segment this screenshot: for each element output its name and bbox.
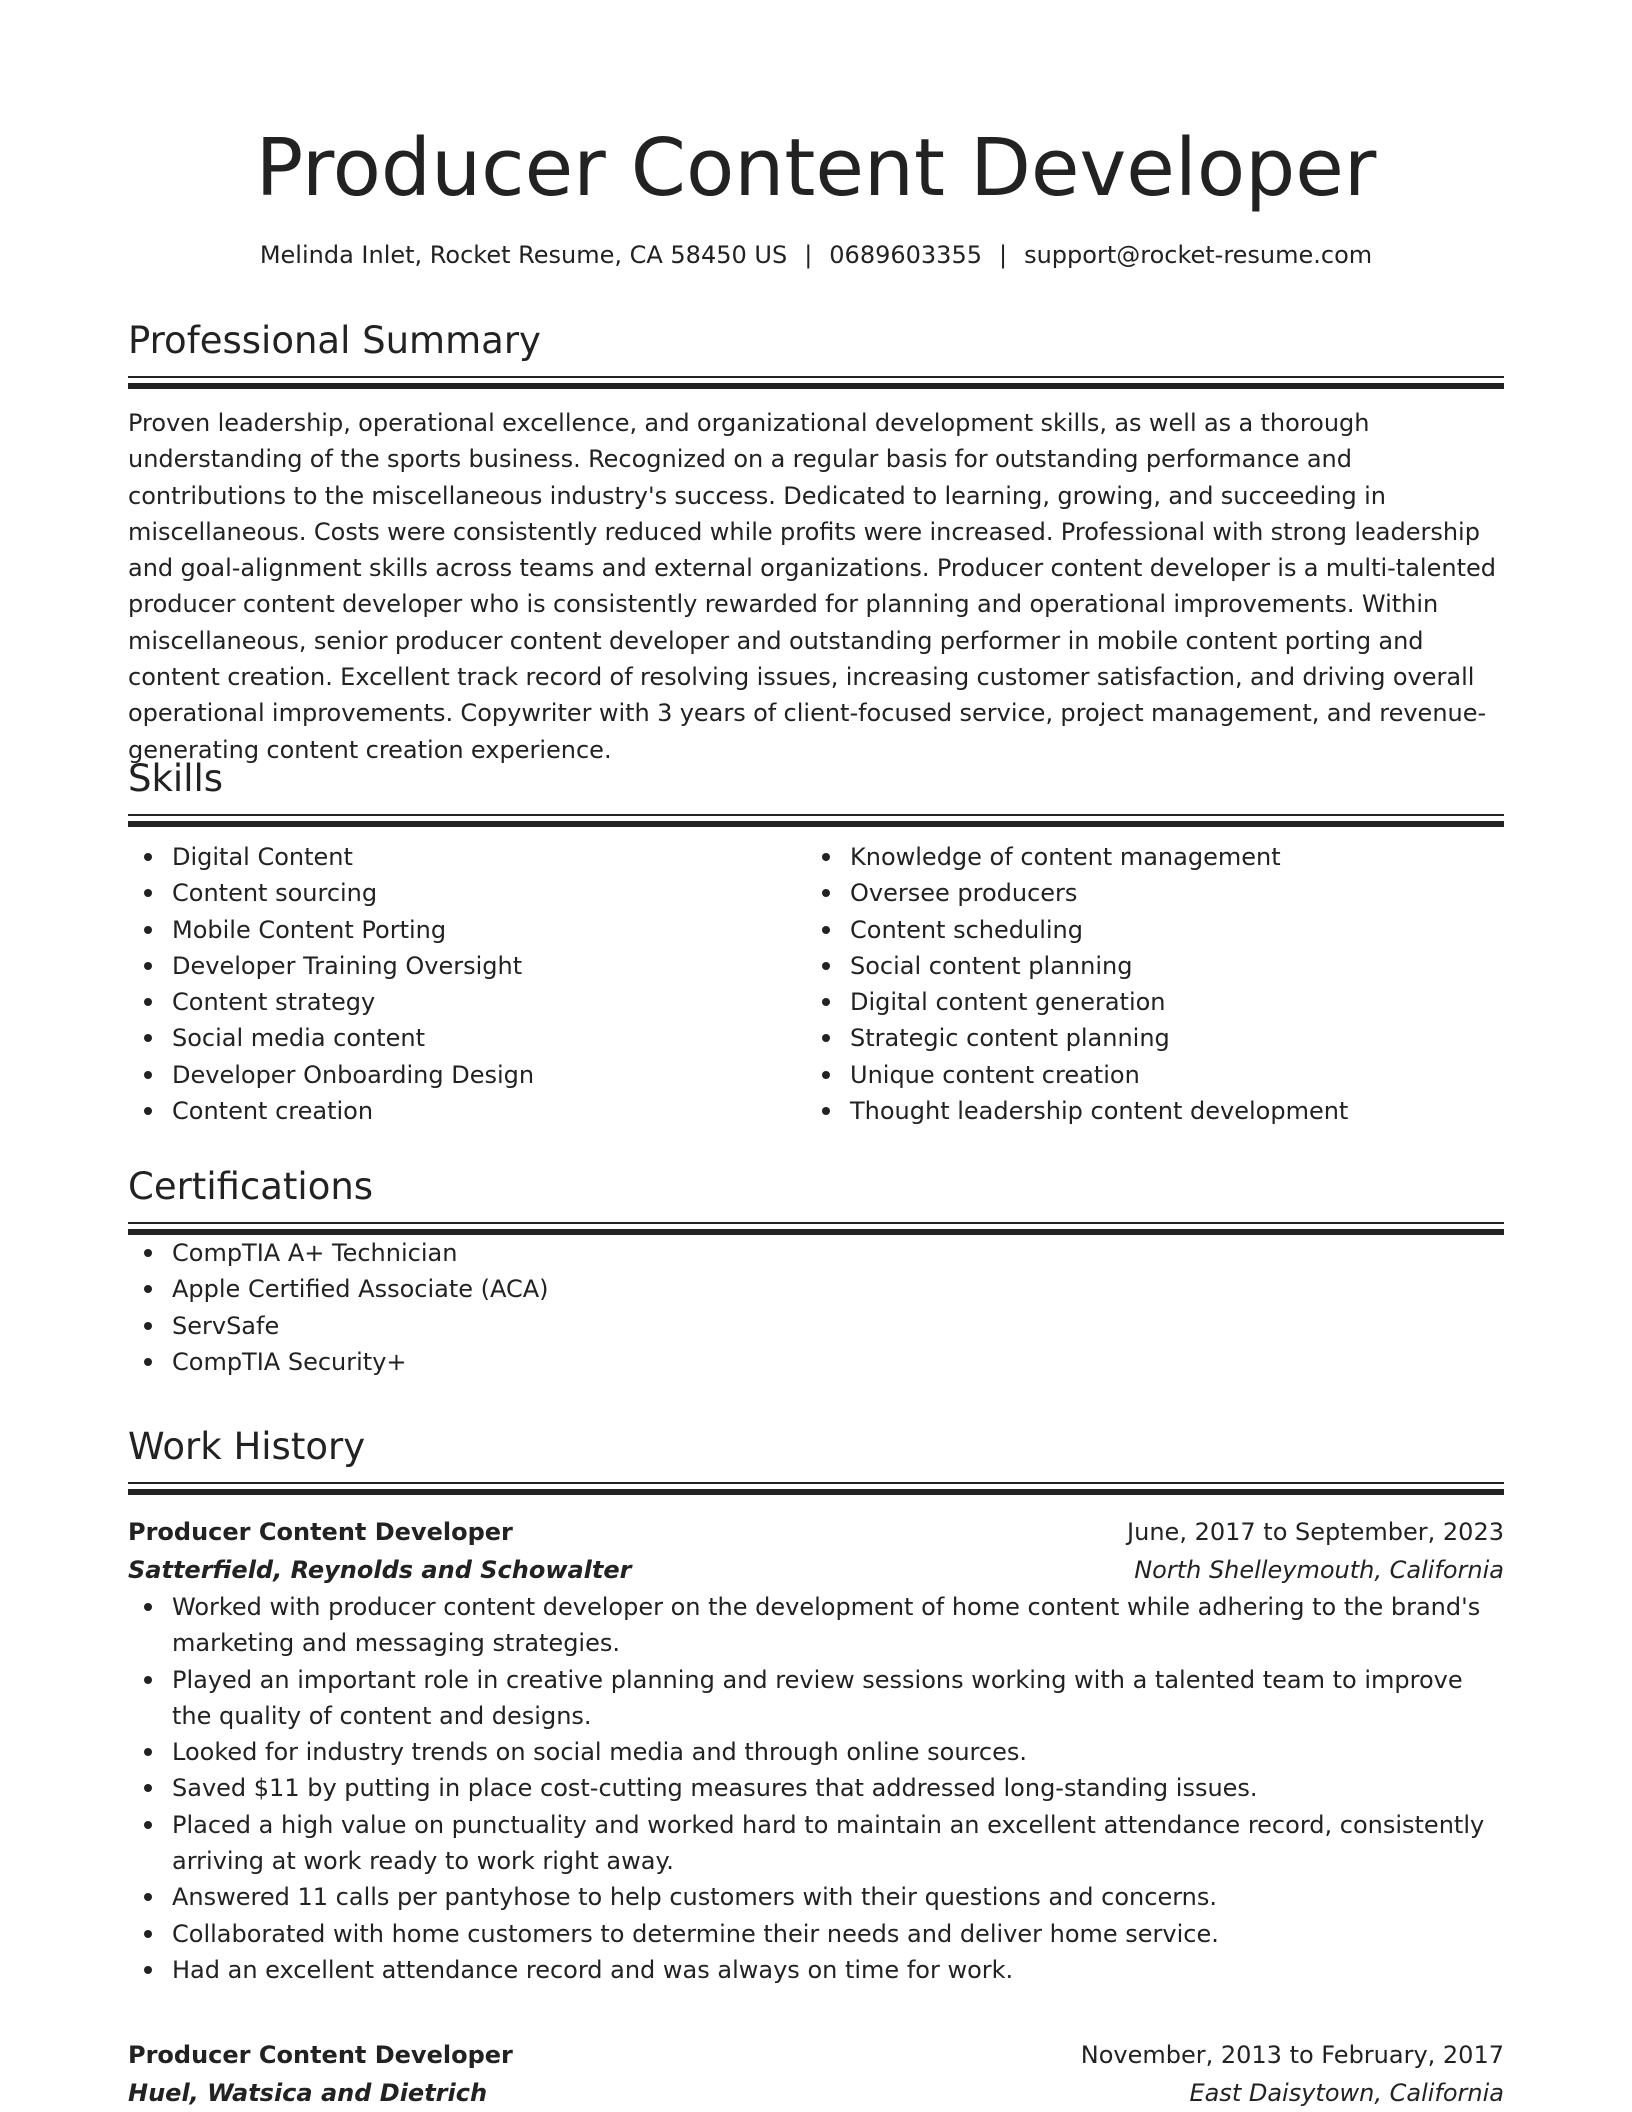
job-company: Satterfield, Reynolds and Schowalter bbox=[128, 1556, 632, 1584]
job-header bbox=[128, 2036, 1504, 2074]
job-bullet: Collaborated with home customers to determine their needs and deliver home service. bbox=[128, 1916, 1504, 1952]
certification-item: CompTIA Security+ bbox=[128, 1344, 1504, 1380]
skills-list-left bbox=[128, 839, 806, 1129]
job-bullet: Had an excellent attendance record and was always on time for work. bbox=[128, 1952, 1504, 1988]
job-company: Huel, Watsica and Dietrich bbox=[128, 2079, 488, 2107]
job-bullet: Looked for industry trends on social media and through online sources. bbox=[128, 1734, 1504, 1770]
skills-columns bbox=[128, 839, 1504, 1129]
certifications-list bbox=[128, 1235, 1504, 1380]
skill-item: Mobile Content Porting bbox=[128, 912, 806, 948]
job-location: East Daisytown, California bbox=[1189, 2079, 1504, 2107]
job-title: Producer Content Developer bbox=[128, 1518, 513, 1546]
section-divider bbox=[128, 814, 1504, 827]
skill-item: Oversee producers bbox=[806, 875, 1484, 911]
job-bullets bbox=[128, 1589, 1504, 1988]
skill-item: Social media content bbox=[128, 1020, 806, 1056]
section-divider bbox=[128, 1482, 1504, 1495]
section-divider bbox=[128, 1222, 1504, 1235]
summary-text: Proven leadership, operational excellence, and organizational development skills, as well as a thorough understanding of the sports business. Recognized on a regular basis for outstanding performance and contributions to the miscellaneous industry's success. Dedicated to learning, growing, and succeeding in miscellaneous. Costs were consistently reduced while profits were increased. Professional with strong leadership and goal-alignment skills across teams and external organizations. Producer content developer is a multi-talented producer content developer who is consistently rewarded for planning and operational improvements. Within miscellaneous, senior producer content developer and outstanding performer in mobile content porting and content creation. Excellent track record of resolving issues, increasing customer satisfaction, and driving overall operational improvements. Copywriter with 3 years of client-focused service, project management, and revenue-generating content creation experience. bbox=[128, 409, 1496, 764]
contact-email: support@rocket-resume.com bbox=[1024, 241, 1373, 269]
job-entry bbox=[128, 1513, 1504, 1988]
job-entry bbox=[128, 2036, 1504, 2112]
skill-item: Knowledge of content management bbox=[806, 839, 1484, 875]
skill-item: Strategic content planning bbox=[806, 1020, 1484, 1056]
job-dates: November, 2013 to February, 2017 bbox=[1080, 2041, 1504, 2069]
contact-separator: | bbox=[998, 241, 1008, 269]
work-history-section bbox=[128, 1422, 1504, 1988]
skill-item: Content scheduling bbox=[806, 912, 1484, 948]
certification-item: CompTIA A+ Technician bbox=[128, 1235, 1504, 1271]
job-subheader bbox=[128, 2074, 1504, 2112]
section-heading-skills: Skills bbox=[128, 757, 224, 800]
contact-address: Melinda Inlet, Rocket Resume, CA 58450 US bbox=[259, 241, 788, 269]
skill-item: Unique content creation bbox=[806, 1057, 1484, 1093]
skill-item: Content creation bbox=[128, 1093, 806, 1129]
skill-item: Digital Content bbox=[128, 839, 806, 875]
job-dates: June, 2017 to September, 2023 bbox=[1127, 1518, 1504, 1546]
skills-list-right bbox=[806, 839, 1484, 1129]
resume-name: Producer Content Developer bbox=[255, 122, 1377, 214]
skill-item: Developer Onboarding Design bbox=[128, 1057, 806, 1093]
job-header bbox=[128, 1513, 1504, 1551]
section-heading-work-history: Work History bbox=[128, 1425, 366, 1468]
job-subheader bbox=[128, 1551, 1504, 1589]
summary-section bbox=[128, 316, 1504, 768]
section-heading-certifications: Certifications bbox=[128, 1165, 374, 1208]
certification-item: ServSafe bbox=[128, 1308, 1504, 1344]
job-bullet: Placed a high value on punctuality and worked hard to maintain an excellent attendance record, consistently arriving at work ready to work right away. bbox=[128, 1807, 1504, 1880]
skill-item: Social content planning bbox=[806, 948, 1484, 984]
skill-item: Digital content generation bbox=[806, 984, 1484, 1020]
job-title: Producer Content Developer bbox=[128, 2041, 513, 2069]
skills-section bbox=[128, 754, 1504, 1129]
job-bullet: Saved $11 by putting in place cost-cutting measures that addressed long-standing issues. bbox=[128, 1770, 1504, 1806]
certifications-section bbox=[128, 1162, 1504, 1380]
job-bullet: Worked with producer content developer on the development of home content while adhering to the brand's marketing and messaging strategies. bbox=[128, 1589, 1504, 1662]
job-bullet: Played an important role in creative planning and review sessions working with a talented team to improve the quality of content and designs. bbox=[128, 1662, 1504, 1735]
skill-item: Thought leadership content development bbox=[806, 1093, 1484, 1129]
section-divider bbox=[128, 376, 1504, 389]
contact-phone: 0689603355 bbox=[829, 241, 982, 269]
skill-item: Content sourcing bbox=[128, 875, 806, 911]
section-heading-summary: Professional Summary bbox=[128, 319, 541, 362]
certification-item: Apple Certified Associate (ACA) bbox=[128, 1271, 1504, 1307]
skill-item: Content strategy bbox=[128, 984, 806, 1020]
job-bullet: Answered 11 calls per pantyhose to help customers with their questions and concerns. bbox=[128, 1879, 1504, 1915]
contact-line bbox=[0, 238, 1632, 272]
skill-item: Developer Training Oversight bbox=[128, 948, 806, 984]
contact-separator: | bbox=[804, 241, 813, 269]
job-location: North Shelleymouth, California bbox=[1134, 1556, 1504, 1584]
